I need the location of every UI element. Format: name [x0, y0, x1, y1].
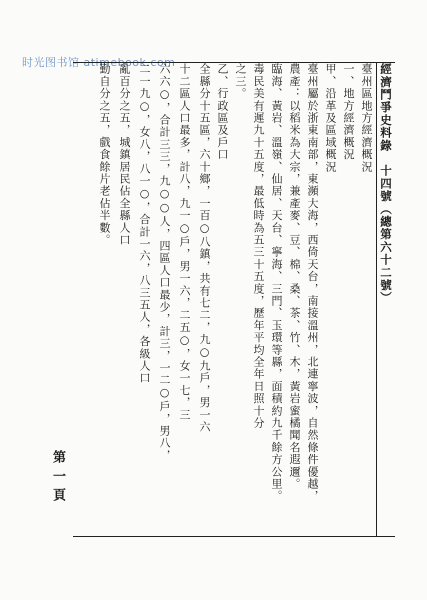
header-rule — [376, 63, 377, 536]
header-title: 經濟鬥爭史料錄 十四號（總第六十二號） — [379, 63, 393, 305]
text-line: 勤自分之五，戲食餘片老佔半數。 — [98, 63, 111, 246]
text-line: 乙、行政區及戶口 — [216, 63, 229, 161]
watermark: 时光图书馆 atimebook.com — [22, 56, 176, 69]
text-line: 臺州屬於浙東南部，東瀕大海，西倚天台，南接溫州，北連寧波，自然條件優越， — [306, 63, 319, 503]
text-line: 亂百分之五，城鎮居民佔全縣人口 — [118, 63, 131, 246]
text-frame — [73, 62, 395, 537]
text-line: 毒民美有遲九十五度，最低時為五三十五度，歷年平均全年日照十分 — [252, 63, 265, 429]
text-line: 全縣分十五區，六十鄉，一百○八鎮，共有七二，九○九戶，男一六 — [198, 63, 211, 433]
text-line: 一、地方經濟概況 — [342, 63, 355, 161]
text-line: 臺州區地方經濟概況 — [360, 63, 373, 173]
text-line: 之三。 — [234, 63, 247, 100]
text-line: 十二區人口最多，計八，九一○戶，男一六，二五○，女一七，三 — [178, 63, 191, 421]
text-line: 甲、沿革及區域概況 — [324, 63, 337, 173]
page-number: 第一頁 — [50, 450, 65, 507]
text-line: 六六○，合計三三，九○○人，四區人口最少，計三，一二○戶，男八， — [158, 63, 171, 462]
text-line: 二一九○，女八，八一○，合計一六，八三五人，各級人口 — [138, 63, 151, 385]
text-line: 臨海、黃岩、溫嶺、仙居、天台、寧海、三門、玉環等縣，面積約九千餘方公里。 — [270, 63, 283, 503]
text-line: 農產：以稻米為大宗，兼產麥、豆、棉、桑、茶、竹、木，黃岩蜜橘聞名遐邇。 — [288, 63, 301, 490]
